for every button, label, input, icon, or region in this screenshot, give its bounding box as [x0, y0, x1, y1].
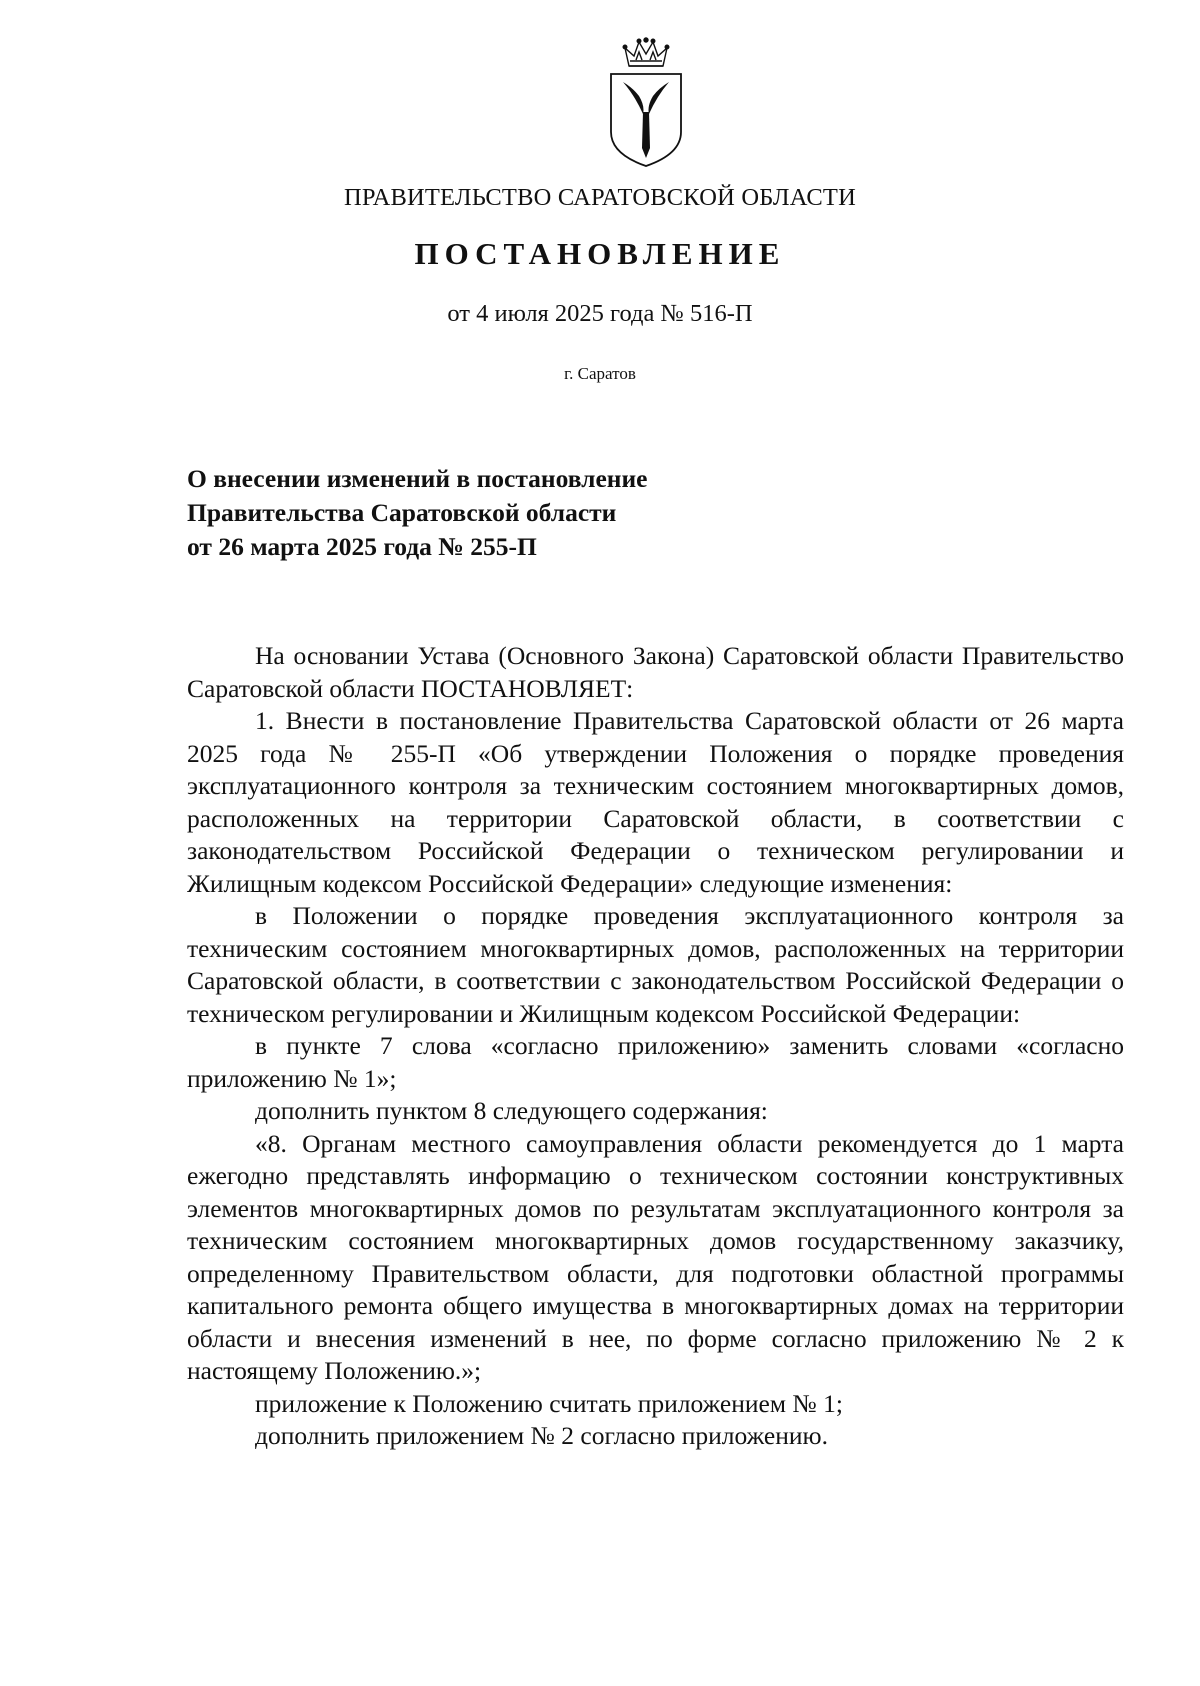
- body-paragraph: приложение к Положению считать приложением № 1;: [255, 1388, 843, 1418]
- document-date-number: от 4 июля 2025 года № 516-П: [447, 300, 753, 327]
- body-paragraph: На основании Устава (Основного Закона) Саратовской области Правительство Саратовской области ПОСТАНОВЛЯЕТ:: [187, 641, 1124, 703]
- subject-line: от 26 марта 2025 года № 255-П: [187, 532, 537, 561]
- body-paragraph: дополнить пунктом 8 следующего содержания:: [255, 1096, 768, 1125]
- document-subject: [187, 462, 648, 564]
- subject-line: О внесении изменений в постановление: [187, 464, 648, 493]
- document-type: ПОСТАНОВЛЕНИЕ: [414, 236, 786, 271]
- body-paragraph: «8. Органам местного самоуправления области рекомендуется до 1 марта ежегодно представлять информацию о техническом состоянии конструктивных элементов многоквартирных домов по результатам эксплуатационного контроля за техническим состоянием многоквартирных домов государственному заказчику, определенному Правительством области, для подготовки областной программы капитального ремонта общего имущества в многоквартирных домах на территории области и внесения изменений в нее, по форме согласно приложению № 2 к настоящему Положению.»;: [187, 1128, 1124, 1385]
- document-city: г. Саратов: [564, 364, 636, 383]
- body-paragraph: 1. Внести в постановление Правительства Саратовской области от 26 марта 2025 года № 255-П «Об утверждении Положения о порядке проведения эксплуатационного контроля за техническим состоянием многоквартирных домов, расположенных на территории Саратовской области, в соответствии с законодательством Российской Федерации о техническом регулировании и Жилищным кодексом Российской Федерации» следующие изменения:: [187, 706, 1124, 898]
- body-paragraph: в пункте 7 слова «согласно приложению» заменить словами «согласно приложению № 1»;: [187, 1031, 1124, 1093]
- body-paragraph: в Положении о порядке проведения эксплуатационного контроля за техническим состоянием многоквартирных домов, расположенных на территории Саратовской области, в соответствии с законодательством Российской Федерации о техническом регулировании и Жилищным кодексом Российской Федерации:: [187, 901, 1124, 1028]
- government-title: ПРАВИТЕЛЬСТВО САРАТОВСКОЙ ОБЛАСТИ: [343, 184, 856, 211]
- subject-line: Правительства Саратовской области: [187, 498, 617, 527]
- body-paragraph: дополнить приложением № 2 согласно приложению.: [255, 1421, 828, 1450]
- coat-of-arms-icon: [603, 36, 689, 170]
- document-body: [187, 640, 1124, 1453]
